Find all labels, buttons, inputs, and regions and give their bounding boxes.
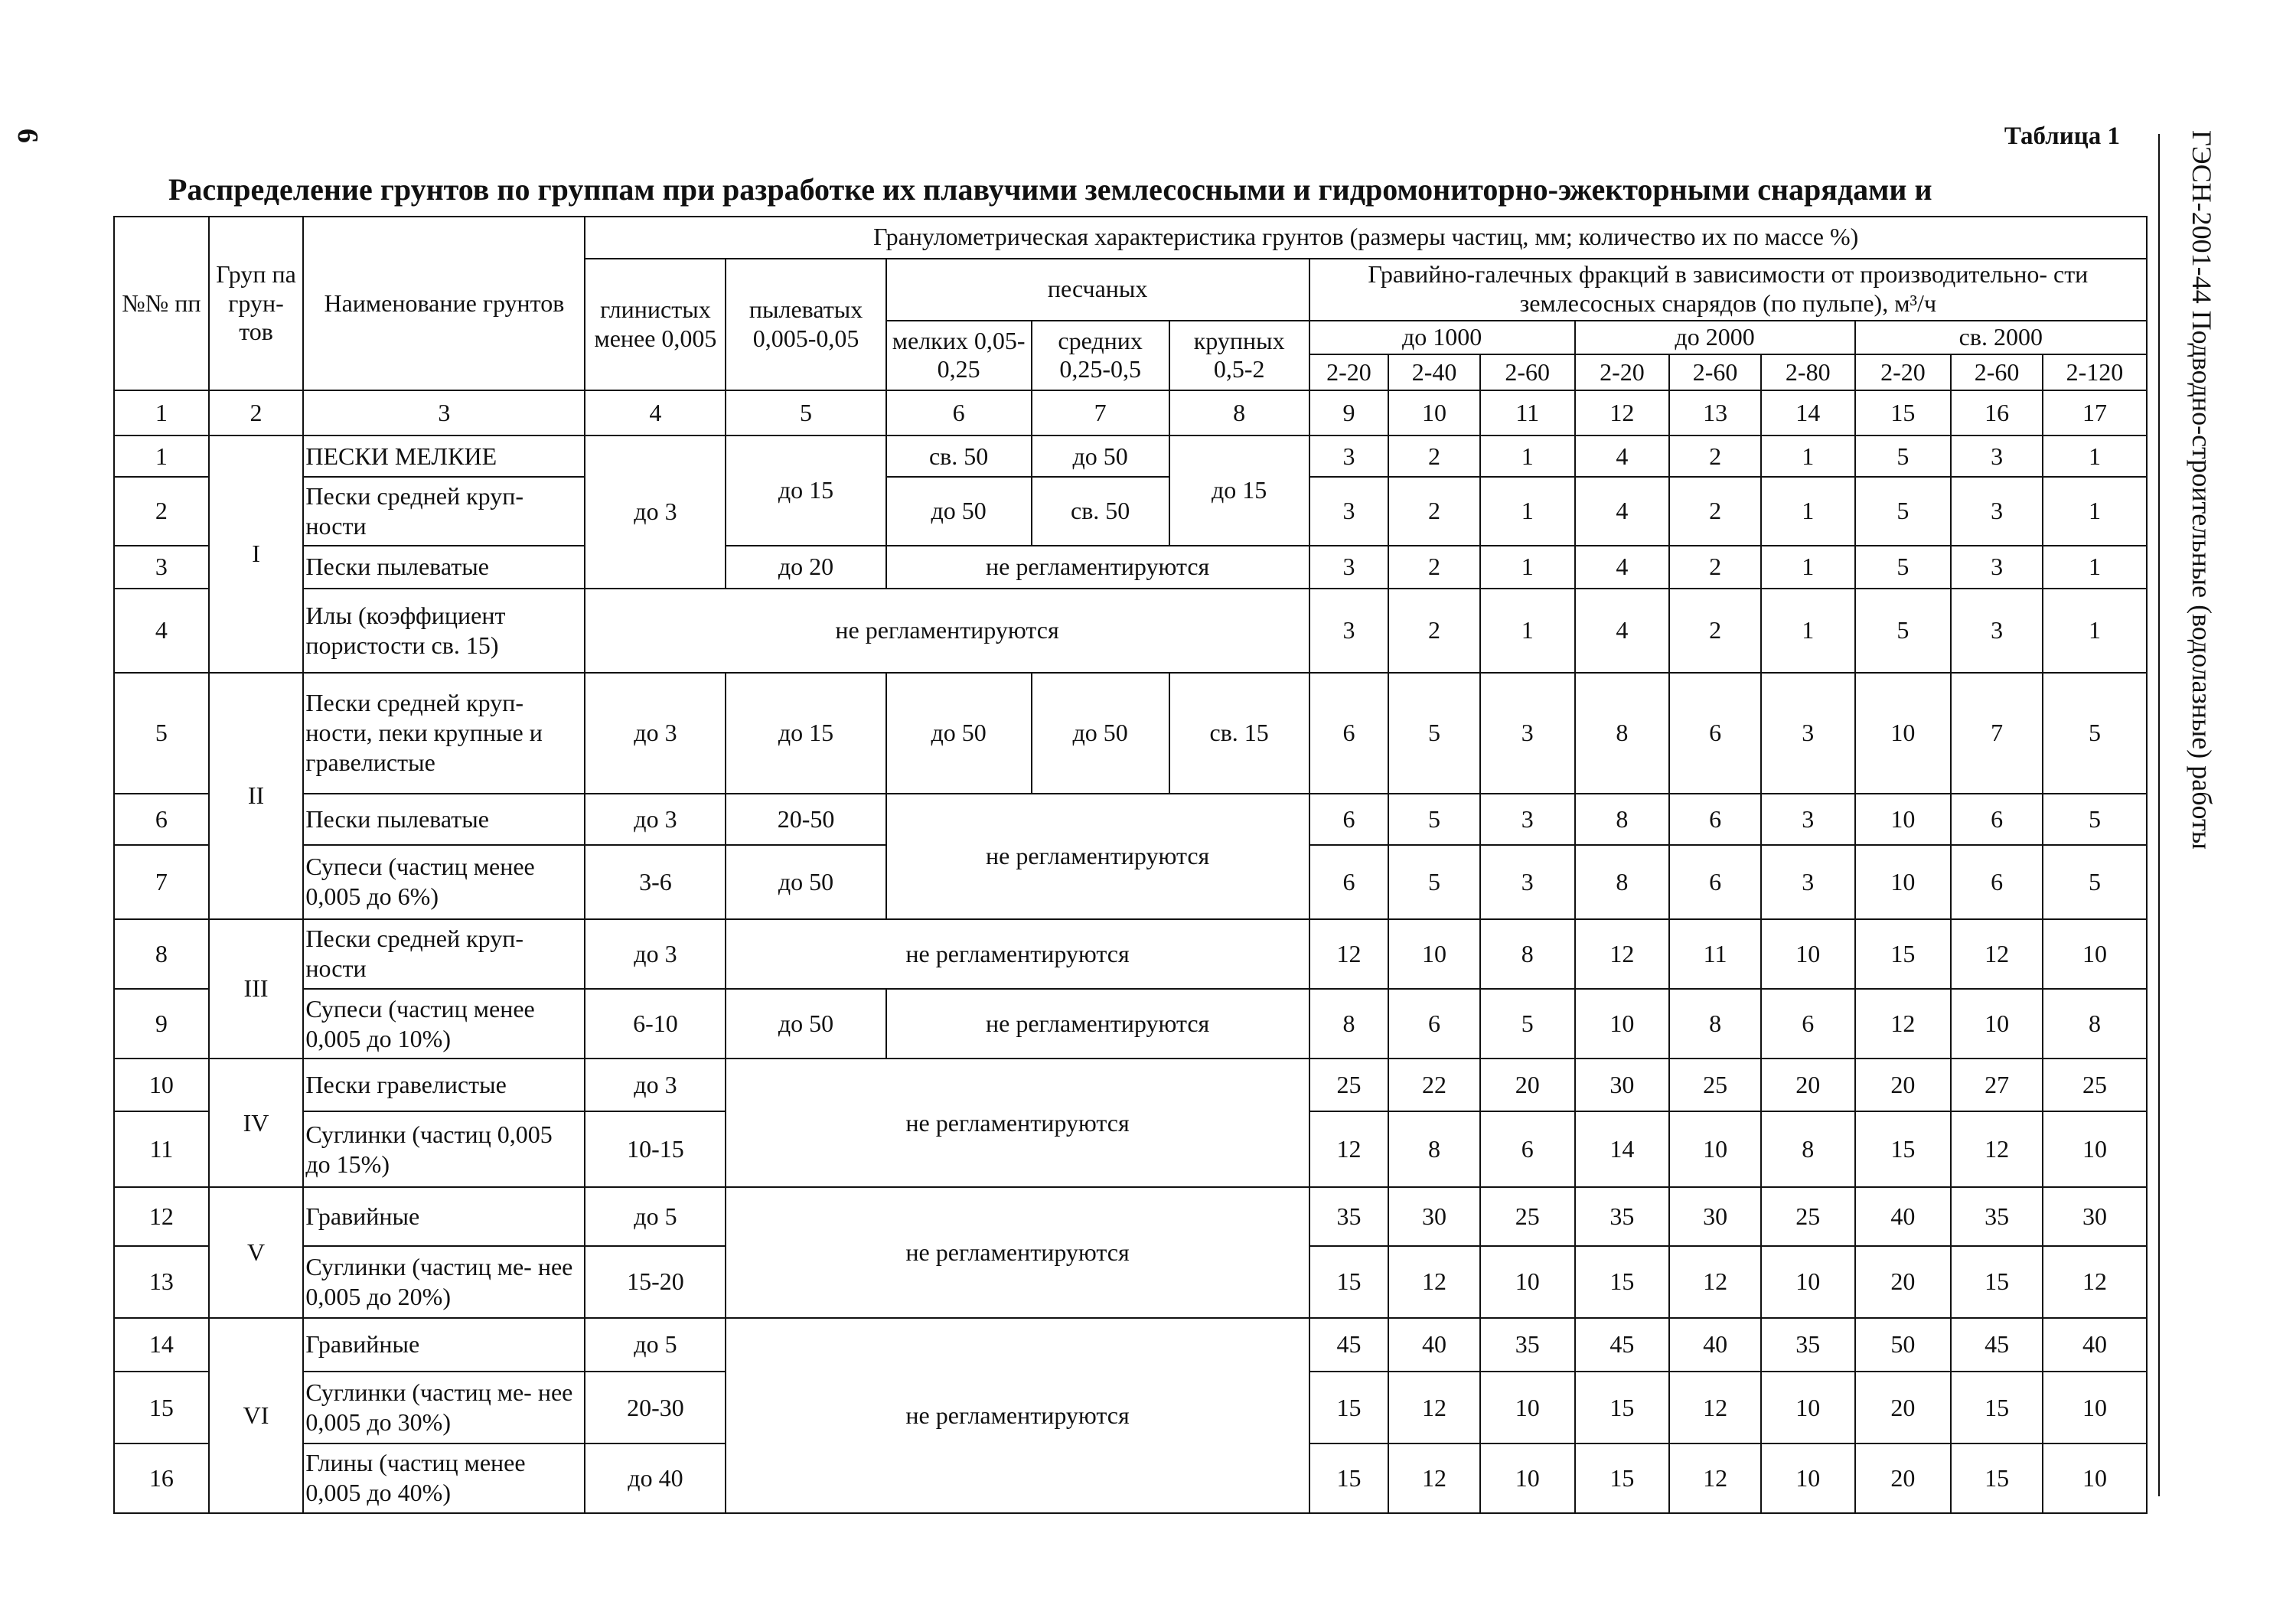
value-cell: 6 xyxy=(1761,989,1855,1059)
column-number: 6 xyxy=(886,390,1032,435)
value-cell: 8 xyxy=(1669,989,1761,1059)
value-cell: 35 xyxy=(1309,1187,1389,1246)
group-cell: I xyxy=(209,435,304,673)
not-regulated-cell: не регламентируются xyxy=(726,1187,1309,1317)
value-cell: 12 xyxy=(1669,1443,1761,1513)
soil-name: Пески средней круп- ности xyxy=(303,919,585,989)
value-cell: 30 xyxy=(1388,1187,1480,1246)
value-cell: 10 xyxy=(1761,1246,1855,1317)
value-cell: 30 xyxy=(1669,1187,1761,1246)
value-cell: 20 xyxy=(1480,1059,1575,1111)
value-cell: 6 xyxy=(1951,845,2043,919)
sand-medium-cell: до 50 xyxy=(1032,673,1169,794)
value-cell: 2 xyxy=(1669,589,1761,672)
value-cell: 10 xyxy=(1480,1372,1575,1443)
value-cell: 2 xyxy=(1669,435,1761,478)
value-cell: 3 xyxy=(1309,546,1389,589)
value-cell: 5 xyxy=(1855,546,1952,589)
value-cell: 8 xyxy=(1575,794,1670,845)
table-row xyxy=(114,1187,2147,1246)
sand-fine-cell: до 50 xyxy=(886,477,1032,545)
header-range: 2-80 xyxy=(1761,354,1855,390)
row-num: 4 xyxy=(114,589,209,672)
value-cell: 45 xyxy=(1575,1318,1670,1372)
value-cell: 14 xyxy=(1575,1111,1670,1187)
header-range: 2-120 xyxy=(2043,354,2147,390)
value-cell: 10 xyxy=(2043,919,2147,989)
value-cell: 20 xyxy=(1761,1059,1855,1111)
column-number: 4 xyxy=(585,390,726,435)
soil-name: Пески пылеватые xyxy=(303,794,585,845)
soil-name: Суглинки (частиц ме- нее 0,005 до 30%) xyxy=(303,1372,585,1443)
column-number: 15 xyxy=(1855,390,1952,435)
soil-name: Суглинки (частиц ме- нее 0,005 до 20%) xyxy=(303,1246,585,1317)
not-regulated-cell: не регламентируются xyxy=(886,546,1309,589)
soil-name: Гравийные xyxy=(303,1187,585,1246)
value-cell: 5 xyxy=(1855,435,1952,478)
row-num: 1 xyxy=(114,435,209,478)
column-number: 13 xyxy=(1669,390,1761,435)
header-num: №№ пп xyxy=(114,217,209,390)
row-num: 16 xyxy=(114,1443,209,1513)
header-sand: песчаных xyxy=(886,259,1309,321)
value-cell: 3 xyxy=(1309,477,1389,545)
silt-cell: до 50 xyxy=(726,989,885,1059)
value-cell: 5 xyxy=(1480,989,1575,1059)
soil-name: Супеси (частиц менее 0,005 до 10%) xyxy=(303,989,585,1059)
side-rule xyxy=(2158,134,2160,1496)
row-num: 10 xyxy=(114,1059,209,1111)
value-cell: 12 xyxy=(1855,989,1952,1059)
value-cell: 25 xyxy=(1761,1187,1855,1246)
value-cell: 10 xyxy=(2043,1372,2147,1443)
value-cell: 3 xyxy=(1480,845,1575,919)
soil-name: Супеси (частиц менее 0,005 до 6%) xyxy=(303,845,585,919)
value-cell: 8 xyxy=(1575,673,1670,794)
column-number: 3 xyxy=(303,390,585,435)
not-regulated-cell: не регламентируются xyxy=(886,989,1309,1059)
value-cell: 15 xyxy=(1855,919,1952,989)
row-num: 13 xyxy=(114,1246,209,1317)
value-cell: 25 xyxy=(1480,1187,1575,1246)
value-cell: 35 xyxy=(1575,1187,1670,1246)
value-cell: 15 xyxy=(1309,1372,1389,1443)
column-number: 7 xyxy=(1032,390,1169,435)
header-granulometric: Гранулометрическая характеристика грунтов (размеры частиц, мм; количество их по массе %) xyxy=(585,217,2147,259)
header-name: Наименование грунтов xyxy=(303,217,585,390)
value-cell: 11 xyxy=(1669,919,1761,989)
value-cell: 1 xyxy=(2043,546,2147,589)
header-prod-1000: до 1000 xyxy=(1309,321,1575,355)
value-cell: 3 xyxy=(1951,589,2043,672)
value-cell: 2 xyxy=(1388,477,1480,545)
clay-cell: до 3 xyxy=(585,673,726,794)
clay-cell: до 5 xyxy=(585,1318,726,1372)
sand-medium-cell: до 50 xyxy=(1032,435,1169,478)
value-cell: 15 xyxy=(1309,1246,1389,1317)
value-cell: 40 xyxy=(1855,1187,1952,1246)
value-cell: 15 xyxy=(1575,1246,1670,1317)
value-cell: 10 xyxy=(1951,989,2043,1059)
table-row xyxy=(114,919,2147,989)
value-cell: 6 xyxy=(1669,794,1761,845)
clay-cell: до 3 xyxy=(585,435,726,589)
value-cell: 10 xyxy=(1480,1246,1575,1317)
value-cell: 12 xyxy=(1951,919,2043,989)
row-num: 2 xyxy=(114,477,209,545)
value-cell: 20 xyxy=(1855,1443,1952,1513)
column-number: 11 xyxy=(1480,390,1575,435)
document-title: Распределение грунтов по группам при разработке их плавучими землесосными и гидромониторно-эжекторными снарядами и xyxy=(168,172,1932,207)
sand-coarse-cell: до 15 xyxy=(1169,435,1309,546)
value-cell: 3 xyxy=(1951,435,2043,478)
value-cell: 1 xyxy=(1480,589,1575,672)
value-cell: 1 xyxy=(2043,477,2147,545)
value-cell: 1 xyxy=(1480,546,1575,589)
value-cell: 12 xyxy=(1388,1246,1480,1317)
value-cell: 12 xyxy=(1309,919,1389,989)
value-cell: 2 xyxy=(1388,589,1480,672)
value-cell: 6 xyxy=(1309,794,1389,845)
value-cell: 5 xyxy=(1855,477,1952,545)
soil-name: Пески пылеватые xyxy=(303,546,585,589)
value-cell: 12 xyxy=(1309,1111,1389,1187)
value-cell: 8 xyxy=(1575,845,1670,919)
column-number: 1 xyxy=(114,390,209,435)
column-number: 16 xyxy=(1951,390,2043,435)
value-cell: 3 xyxy=(1951,546,2043,589)
header-range: 2-60 xyxy=(1951,354,2043,390)
value-cell: 5 xyxy=(2043,845,2147,919)
value-cell: 50 xyxy=(1855,1318,1952,1372)
clay-cell: 6-10 xyxy=(585,989,726,1059)
value-cell: 35 xyxy=(1951,1187,2043,1246)
soil-name: Пески гравелистые xyxy=(303,1059,585,1111)
value-cell: 10 xyxy=(1761,919,1855,989)
value-cell: 25 xyxy=(1309,1059,1389,1111)
header-range: 2-20 xyxy=(1575,354,1670,390)
value-cell: 12 xyxy=(1388,1372,1480,1443)
header-clay: глинистых менее 0,005 xyxy=(585,259,726,390)
value-cell: 15 xyxy=(1951,1372,2043,1443)
silt-cell: до 15 xyxy=(726,435,885,546)
row-num: 11 xyxy=(114,1111,209,1187)
value-cell: 15 xyxy=(1575,1372,1670,1443)
header-group: Груп па грун- тов xyxy=(209,217,304,390)
value-cell: 6 xyxy=(1309,845,1389,919)
row-num: 3 xyxy=(114,546,209,589)
value-cell: 10 xyxy=(1855,845,1952,919)
group-cell: IV xyxy=(209,1059,304,1187)
value-cell: 4 xyxy=(1575,589,1670,672)
value-cell: 10 xyxy=(2043,1443,2147,1513)
value-cell: 25 xyxy=(2043,1059,2147,1111)
soil-name: Пески средней круп- ности xyxy=(303,477,585,545)
value-cell: 10 xyxy=(1480,1443,1575,1513)
soil-name: Илы (коэффициент пористости св. 15) xyxy=(303,589,585,672)
sand-medium-cell: св. 50 xyxy=(1032,477,1169,545)
clay-cell: 15-20 xyxy=(585,1246,726,1317)
value-cell: 15 xyxy=(1575,1443,1670,1513)
group-cell: III xyxy=(209,919,304,1059)
silt-cell: до 15 xyxy=(726,673,885,794)
value-cell: 5 xyxy=(1388,673,1480,794)
value-cell: 3 xyxy=(1480,673,1575,794)
clay-cell: до 3 xyxy=(585,794,726,845)
header-silt: пылеватых 0,005-0,05 xyxy=(726,259,885,390)
sand-fine-cell: до 50 xyxy=(886,673,1032,794)
not-regulated-cell: не регламентируются xyxy=(886,794,1309,919)
clay-cell: до 3 xyxy=(585,919,726,989)
row-num: 12 xyxy=(114,1187,209,1246)
row-num: 7 xyxy=(114,845,209,919)
value-cell: 3 xyxy=(1761,794,1855,845)
value-cell: 12 xyxy=(1669,1372,1761,1443)
value-cell: 10 xyxy=(1761,1372,1855,1443)
value-cell: 5 xyxy=(1388,845,1480,919)
row-num: 15 xyxy=(114,1372,209,1443)
value-cell: 1 xyxy=(2043,435,2147,478)
group-cell: VI xyxy=(209,1318,304,1513)
value-cell: 3 xyxy=(1480,794,1575,845)
value-cell: 3 xyxy=(1951,477,2043,545)
value-cell: 20 xyxy=(1855,1246,1952,1317)
table-row xyxy=(114,435,2147,478)
soil-name: Гравийные xyxy=(303,1318,585,1372)
value-cell: 1 xyxy=(1761,589,1855,672)
value-cell: 12 xyxy=(2043,1246,2147,1317)
column-number: 12 xyxy=(1575,390,1670,435)
value-cell: 2 xyxy=(1388,546,1480,589)
header-prod-2000: до 2000 xyxy=(1575,321,1855,355)
value-cell: 40 xyxy=(1669,1318,1761,1372)
value-cell: 45 xyxy=(1951,1318,2043,1372)
value-cell: 10 xyxy=(1388,919,1480,989)
not-regulated-cell: не регламентируются xyxy=(585,589,1309,672)
table-row xyxy=(114,589,2147,672)
value-cell: 4 xyxy=(1575,435,1670,478)
side-running-title: ГЭСН-2001-44 Подводно-строительные (водолазные) работы xyxy=(2187,130,2217,850)
value-cell: 6 xyxy=(1388,989,1480,1059)
value-cell: 8 xyxy=(1309,989,1389,1059)
value-cell: 30 xyxy=(2043,1187,2147,1246)
header-range: 2-60 xyxy=(1669,354,1761,390)
clay-cell: 3-6 xyxy=(585,845,726,919)
soil-name: ПЕСКИ МЕЛКИЕ xyxy=(303,435,585,478)
sand-coarse-cell: св. 15 xyxy=(1169,673,1309,794)
column-number: 14 xyxy=(1761,390,1855,435)
value-cell: 10 xyxy=(2043,1111,2147,1187)
table-row xyxy=(114,477,2147,545)
value-cell: 1 xyxy=(1761,546,1855,589)
clay-cell: 20-30 xyxy=(585,1372,726,1443)
not-regulated-cell: не регламентируются xyxy=(726,1318,1309,1513)
value-cell: 35 xyxy=(1761,1318,1855,1372)
column-number: 10 xyxy=(1388,390,1480,435)
value-cell: 35 xyxy=(1480,1318,1575,1372)
table-row xyxy=(114,1318,2147,1372)
column-number: 8 xyxy=(1169,390,1309,435)
value-cell: 30 xyxy=(1575,1059,1670,1111)
value-cell: 2 xyxy=(1669,477,1761,545)
header-gravel: Гравийно-галечных фракций в зависимости от производительно- сти землесосных снарядов (по пульпе), м³/ч xyxy=(1309,259,2147,321)
value-cell: 20 xyxy=(1855,1059,1952,1111)
value-cell: 12 xyxy=(1388,1443,1480,1513)
table-caption: Таблица 1 xyxy=(2004,122,2120,150)
soil-groups-table xyxy=(113,216,2148,1514)
column-number: 5 xyxy=(726,390,885,435)
not-regulated-cell: не регламентируются xyxy=(726,919,1309,989)
value-cell: 10 xyxy=(1669,1111,1761,1187)
value-cell: 8 xyxy=(1388,1111,1480,1187)
value-cell: 15 xyxy=(1309,1443,1389,1513)
silt-cell: до 50 xyxy=(726,845,885,919)
column-number: 2 xyxy=(209,390,304,435)
value-cell: 8 xyxy=(1480,919,1575,989)
group-cell: V xyxy=(209,1187,304,1317)
column-number-row xyxy=(114,390,2147,435)
value-cell: 4 xyxy=(1575,546,1670,589)
header-range: 2-20 xyxy=(1309,354,1389,390)
sand-fine-cell: св. 50 xyxy=(886,435,1032,478)
value-cell: 15 xyxy=(1951,1246,2043,1317)
value-cell: 3 xyxy=(1309,589,1389,672)
clay-cell: до 5 xyxy=(585,1187,726,1246)
header-range: 2-20 xyxy=(1855,354,1952,390)
header-range: 2-60 xyxy=(1480,354,1575,390)
value-cell: 6 xyxy=(1951,794,2043,845)
value-cell: 3 xyxy=(1761,673,1855,794)
value-cell: 5 xyxy=(1388,794,1480,845)
value-cell: 10 xyxy=(1575,989,1670,1059)
row-num: 5 xyxy=(114,673,209,794)
value-cell: 40 xyxy=(1388,1318,1480,1372)
column-number: 17 xyxy=(2043,390,2147,435)
value-cell: 12 xyxy=(1951,1111,2043,1187)
value-cell: 1 xyxy=(1480,477,1575,545)
row-num: 14 xyxy=(114,1318,209,1372)
table-row xyxy=(114,989,2147,1059)
value-cell: 1 xyxy=(1761,477,1855,545)
value-cell: 6 xyxy=(1669,673,1761,794)
value-cell: 4 xyxy=(1575,477,1670,545)
page-number: 6 xyxy=(11,129,44,143)
value-cell: 25 xyxy=(1669,1059,1761,1111)
soil-name: Пески средней круп- ности, пеки крупные и гравелистые xyxy=(303,673,585,794)
header-range: 2-40 xyxy=(1388,354,1480,390)
value-cell: 45 xyxy=(1309,1318,1389,1372)
value-cell: 7 xyxy=(1951,673,2043,794)
value-cell: 20 xyxy=(1855,1372,1952,1443)
clay-cell: до 40 xyxy=(585,1443,726,1513)
soil-name: Глины (частиц менее 0,005 до 40%) xyxy=(303,1443,585,1513)
header-sand-coarse: крупных 0,5-2 xyxy=(1169,321,1309,390)
value-cell: 3 xyxy=(1761,845,1855,919)
value-cell: 12 xyxy=(1669,1246,1761,1317)
value-cell: 6 xyxy=(1480,1111,1575,1187)
silt-cell: до 20 xyxy=(726,546,885,589)
value-cell: 8 xyxy=(2043,989,2147,1059)
table-row xyxy=(114,673,2147,794)
table-row xyxy=(114,1059,2147,1111)
group-cell: II xyxy=(209,673,304,919)
value-cell: 3 xyxy=(1309,435,1389,478)
value-cell: 5 xyxy=(1855,589,1952,672)
value-cell: 1 xyxy=(1480,435,1575,478)
row-num: 9 xyxy=(114,989,209,1059)
value-cell: 5 xyxy=(2043,794,2147,845)
column-number: 9 xyxy=(1309,390,1389,435)
value-cell: 10 xyxy=(1855,794,1952,845)
header-sand-fine: мелких 0,05-0,25 xyxy=(886,321,1032,390)
value-cell: 5 xyxy=(2043,673,2147,794)
clay-cell: до 3 xyxy=(585,1059,726,1111)
value-cell: 1 xyxy=(2043,589,2147,672)
value-cell: 2 xyxy=(1669,546,1761,589)
header-sand-medium: средних 0,25-0,5 xyxy=(1032,321,1169,390)
header-prod-over-2000: св. 2000 xyxy=(1855,321,2147,355)
silt-cell: 20-50 xyxy=(726,794,885,845)
value-cell: 1 xyxy=(1761,435,1855,478)
soil-name: Суглинки (частиц 0,005 до 15%) xyxy=(303,1111,585,1187)
value-cell: 40 xyxy=(2043,1318,2147,1372)
row-num: 6 xyxy=(114,794,209,845)
value-cell: 15 xyxy=(1951,1443,2043,1513)
value-cell: 12 xyxy=(1575,919,1670,989)
row-num: 8 xyxy=(114,919,209,989)
value-cell: 2 xyxy=(1388,435,1480,478)
value-cell: 10 xyxy=(1761,1443,1855,1513)
value-cell: 6 xyxy=(1669,845,1761,919)
clay-cell: 10-15 xyxy=(585,1111,726,1187)
value-cell: 8 xyxy=(1761,1111,1855,1187)
value-cell: 6 xyxy=(1309,673,1389,794)
value-cell: 15 xyxy=(1855,1111,1952,1187)
value-cell: 10 xyxy=(1855,673,1952,794)
table-row xyxy=(114,794,2147,845)
value-cell: 27 xyxy=(1951,1059,2043,1111)
value-cell: 22 xyxy=(1388,1059,1480,1111)
table-row xyxy=(114,546,2147,589)
not-regulated-cell: не регламентируются xyxy=(726,1059,1309,1187)
